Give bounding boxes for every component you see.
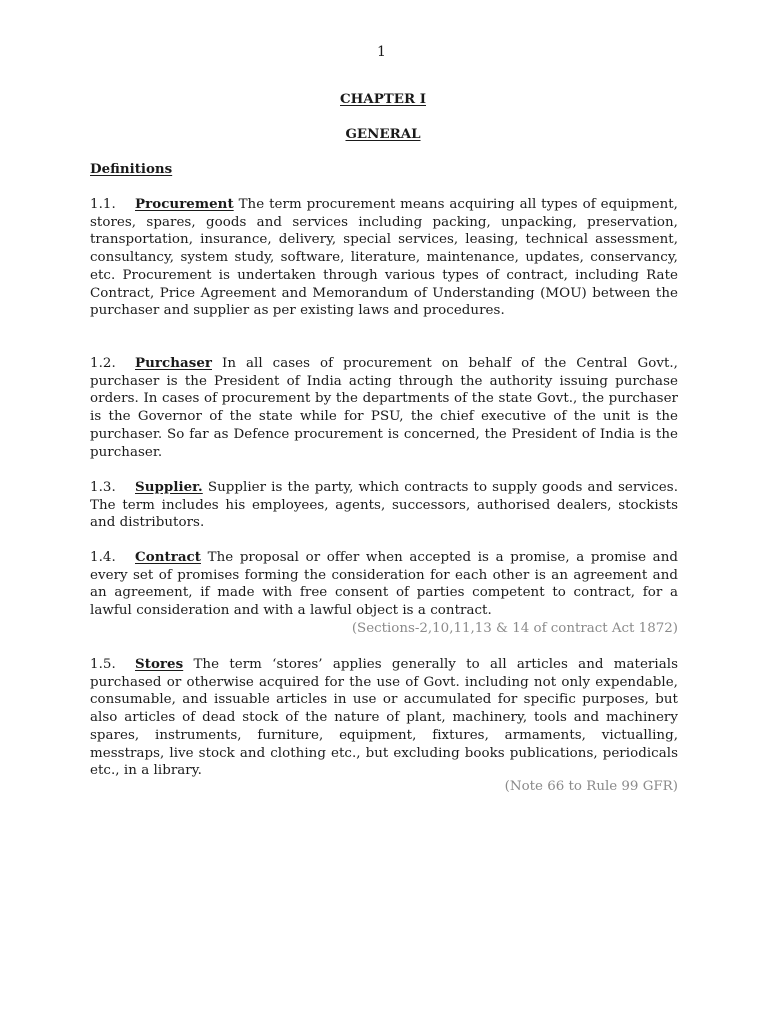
chapter-title: CHAPTER I: [340, 91, 426, 107]
clause-purchaser: [90, 355, 678, 461]
page-number: 1: [377, 44, 386, 60]
clause-text: The term ‘stores’ applies generally to all articles and materials purchased or otherwise acquired for the use of Govt. including not only expendable, consumable, and issuable articles in use or accumulated for specific purposes, but also articles of dead stock of the nature of plant, machinery, tools and machinery spares, instruments, furniture, equipment, fixtures, armaments, victualling, messtraps, live stock and clothing etc., but excluding books publications, periodicals etc., in a library.: [90, 657, 678, 779]
clause-stores: [90, 656, 678, 780]
clause-procurement: [90, 196, 678, 320]
clause-reference-contract: (Sections-2,10,11,13 & 14 of contract Act 1872): [351, 621, 678, 636]
clause-term: Supplier.: [135, 479, 203, 495]
clause-text: Supplier is the party, which contracts to supply goods and services. The term includes his employees, agents, successors, authorised dealers, stockists and distributors.: [90, 480, 678, 531]
clause-text: In all cases of procurement on behalf of the Central Govt., purchaser is the President of India acting through the authority issuing purchase orders. In cases of procurement by the departments of the state Govt., the purchaser is the Governor of the state while for PSU, the chief executive of the unit is the purchaser. So far as Defence procurement is concerned, the President of India is the purchaser.: [90, 356, 678, 460]
chapter-subtitle: GENERAL: [345, 126, 421, 142]
clause-term: Contract: [135, 549, 201, 565]
clause-term: Procurement: [135, 196, 234, 212]
clause-number: 1.3.: [90, 480, 116, 495]
clause-number: 1.1.: [90, 197, 116, 212]
clause-number: 1.4.: [90, 550, 116, 565]
clause-contract: [90, 549, 678, 620]
clause-term: Stores: [135, 656, 184, 672]
clause-reference-stores: (Note 66 to Rule 99 GFR): [504, 779, 678, 794]
section-heading-definitions: Definitions: [90, 161, 173, 177]
clause-number: 1.2.: [90, 356, 116, 371]
clause-text: The term procurement means acquiring all types of equipment, stores, spares, goods and services including packing, unpacking, preservation, transportation, insurance, delivery, special services, leasing, technical assessment, consultancy, system study, software, literature, maintenance, updates, conservancy, etc. Procurement is undertaken through various types of contract, including Rate Contract, Price Agreement and Memorandum of Understanding (MOU) between the purchaser and supplier as per existing laws and procedures.: [90, 197, 678, 319]
clause-term: Purchaser: [135, 355, 212, 371]
clause-supplier: [90, 479, 678, 532]
clause-number: 1.5.: [90, 657, 116, 672]
clause-text: The proposal or offer when accepted is a promise, a promise and every set of promises forming the consideration for each other is an agreement and an agreement, if made with free consent of parties competent to contract, for a lawful consideration and with a lawful object is a contract.: [90, 550, 678, 619]
